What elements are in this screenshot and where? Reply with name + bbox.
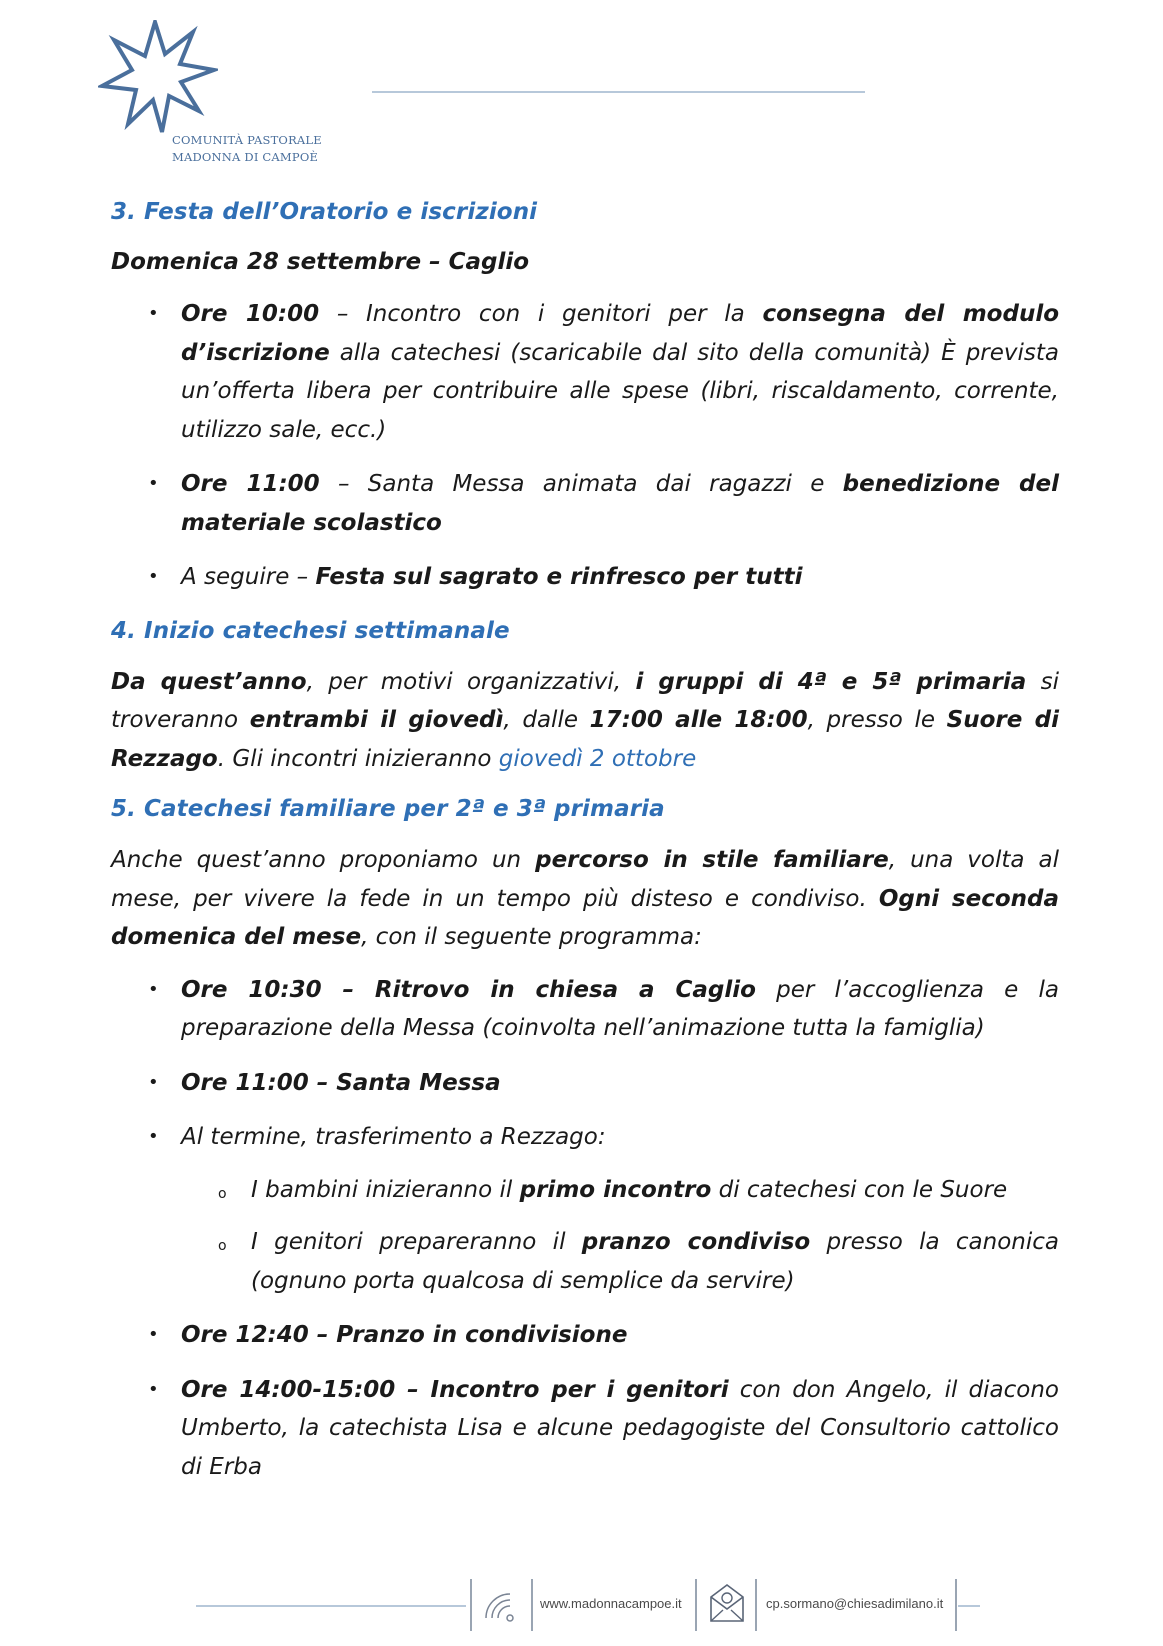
sub-list-item: o I bambini inizieranno il primo incontro di catechesi con le Suore [181,1171,1059,1210]
section-5-title: 5. Catechesi familiare per 2ª e 3ª primaria [111,796,665,822]
section-4-title: 4. Inizio catechesi settimanale [111,617,510,644]
list-item: • Ore 12:40 – Pranzo in condivisione [111,1316,1059,1355]
list-item: • Ore 11:00 – Santa Messa animata dai ragazzi e benedizione del materiale scolastico [111,465,1059,542]
logo-line-2: MADONNA DI CAMPOÈ [172,150,319,164]
footer-rule-left [196,1605,466,1607]
document-body [111,194,1059,1502]
section-5-list [111,971,1059,1487]
list-item: • Ore 10:30 – Ritrovo in chiesa a Caglio per l’accoglienza e la preparazione della Messa (coinvolta nell’animazione tutta la famiglia) [111,971,1059,1048]
sub-list [181,1171,1059,1301]
section-3-title: 3. Festa dell’Oratorio e iscrizioni [111,199,538,225]
header-divider [372,91,865,93]
list-item: • A seguire – Festa sul sagrato e rinfresco per tutti [111,558,1059,597]
section-3-list [111,295,1059,597]
footer-rule-right [958,1605,980,1607]
footer-separator [755,1579,757,1631]
section-3-subtitle: Domenica 28 settembre – Caglio [111,249,530,275]
community-logo [98,20,338,170]
signal-icon [484,1581,520,1629]
section-4-paragraph: Da quest’anno, per motivi organizzativi, i gruppi di 4ª e 5ª primaria si troveranno entrambi il giovedì, dalle 17:00 alle 18:00, presso le Suore di Rezzago. Gli incontri inizieranno giovedì 2 ottobre [111,668,1059,772]
sub-list-item: o I genitori prepareranno il pranzo condiviso presso la canonica (ognuno porta qualcosa di semplice da servire) [181,1223,1059,1300]
list-item: • Al termine, trasferimento a Rezzago: o I bambini inizieranno il primo incontro di catechesi con le Suore o I genitori prepareranno il pranzo condiviso presso la canonica (ognuno porta qualcosa di semplice da servire) [111,1118,1059,1300]
list-item: • Ore 11:00 – Santa Messa [111,1064,1059,1103]
star-icon [98,20,218,140]
footer-separator [955,1579,957,1631]
mail-icon [707,1581,747,1625]
logo-line-1: COMUNITÀ PASTORALE [172,133,322,147]
footer-separator [695,1579,697,1631]
website-link[interactable]: www.madonnacampoe.it [540,1596,682,1611]
footer-separator [470,1579,472,1631]
email-link[interactable]: cp.sormano@chiesadimilano.it [766,1596,944,1611]
page-footer [0,1575,1163,1635]
list-item: • Ore 10:00 – Incontro con i genitori per la consegna del modulo d’iscrizione alla catechesi (scaricabile dal sito della comunità) È prevista un’offerta libera per contribuire alle spese (libri, riscaldamento, corrente, utilizzo sale, ecc.) [111,295,1059,449]
list-item: • Ore 14:00-15:00 – Incontro per i genitori con don Angelo, il diacono Umberto, la catechista Lisa e alcune pedagogiste del Consultorio cattolico di Erba [111,1371,1059,1487]
footer-separator [531,1579,533,1631]
section-5-paragraph: Anche quest’anno proponiamo un percorso in stile familiare, una volta al mese, per vivere la fede in un tempo più disteso e condiviso. Ogni seconda domenica del mese, con il seguente programma: [111,847,1059,950]
